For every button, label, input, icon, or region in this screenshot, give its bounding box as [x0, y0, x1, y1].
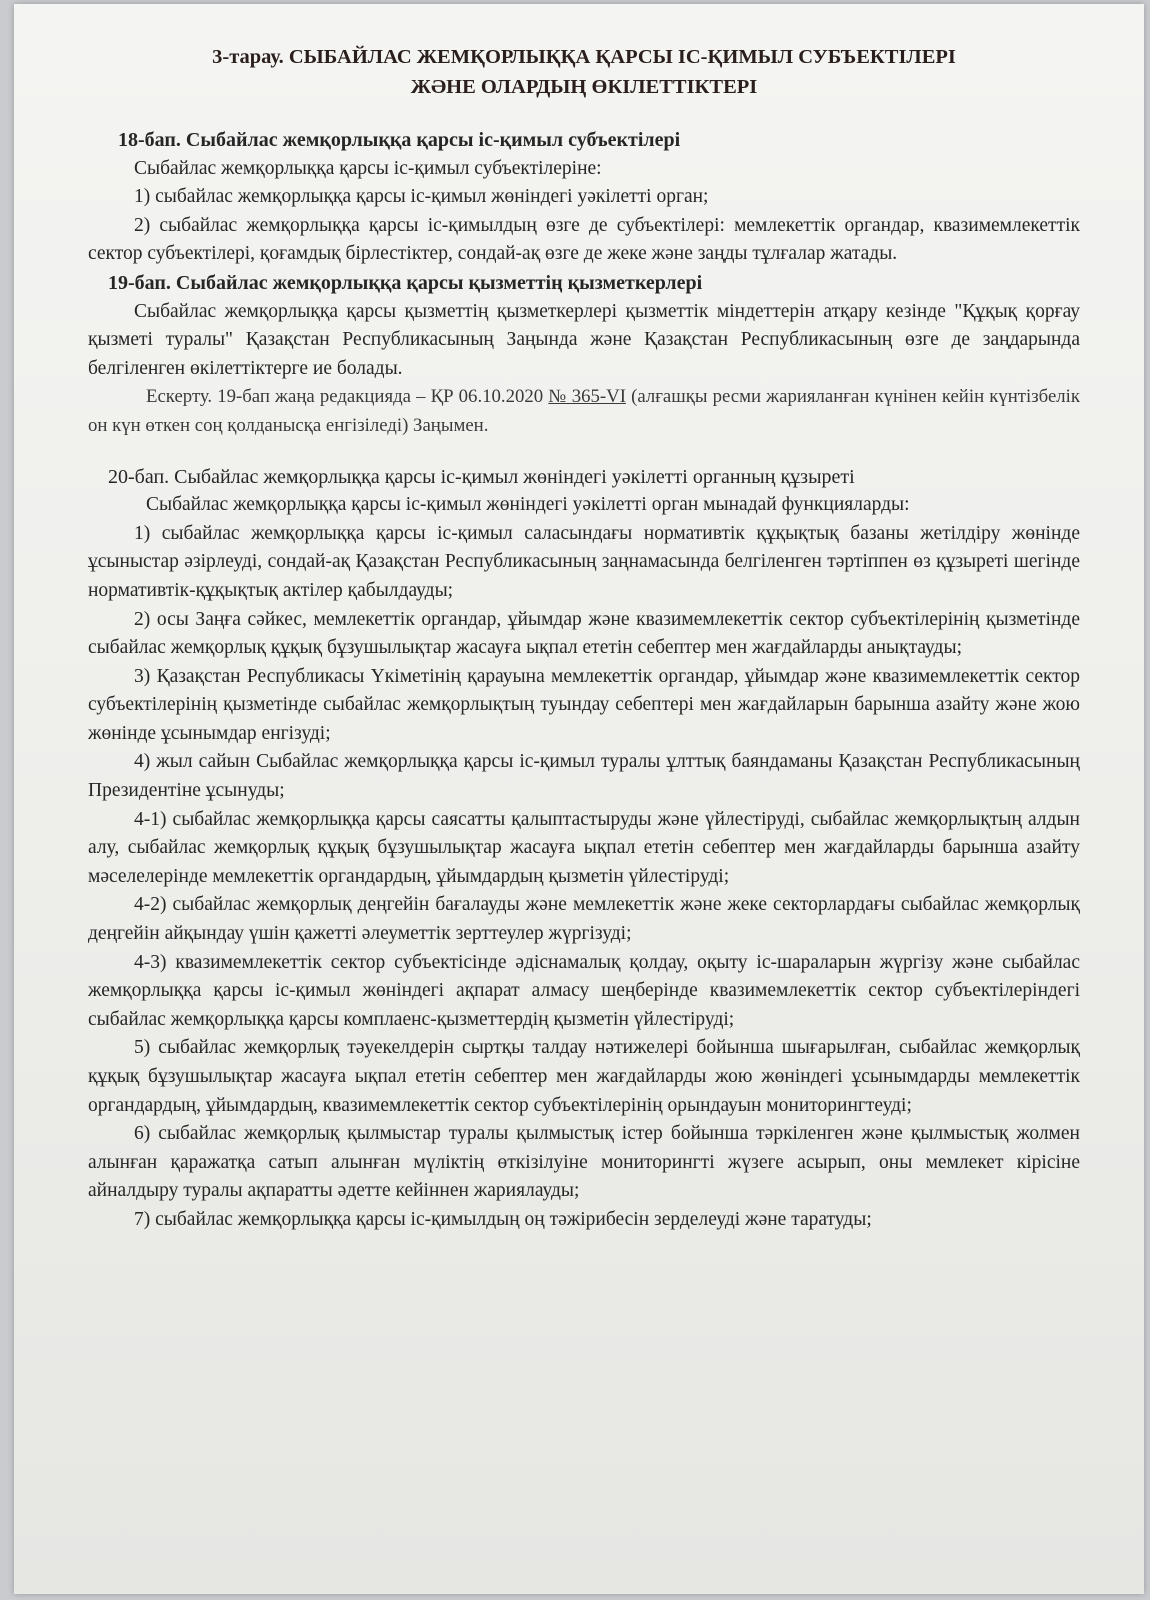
document-page [14, 4, 1144, 1594]
chapter-title [88, 42, 1080, 102]
chapter-title-line-2: ЖӘНЕ ОЛАРДЫҢ ӨКІЛЕТТІКТЕРІ [410, 76, 758, 98]
article-19-note [88, 383, 1080, 440]
note-text-after: (алғашқы ресми жарияланған күнінен кейін күнтізбелік он күн өткен соң қолданысқа енгізіледі) Заңымен. [88, 386, 1081, 436]
article-19-heading: 19-бап. Сыбайлас жемқорлыққа қарсы қызметтің қызметкерлері [108, 271, 703, 294]
article-20-intro: Сыбайлас жемқорлыққа қарсы іс-қимыл жөніндегі уәкілетті орган мынадай функцияларды: [146, 494, 910, 516]
document-content [88, 36, 1080, 1235]
article-18-item-1: 1) сыбайлас жемқорлыққа қарсы іс-қимыл жөніндегі уәкілетті орган; [134, 186, 709, 208]
article-20-item-6: 6) сыбайлас жемқорлық қылмыстар туралы қылмыстық істер бойынша тәркіленген және қылмыстық жолмен алынған қаражатқа сатып алынған мүліктің өткізілуіне мониторингті жүзеге асырып, оны мемлекет кірісіне айналдыру туралы ақпаратты әдетте кейіннен жариялауды; [88, 1123, 1080, 1202]
spacer [88, 441, 1080, 463]
article-20-item-3: 3) Қазақстан Республикасы Үкіметінің қарауына мемлекеттік органдар, ұйымдар және квазимемлекеттік сектор субъектілерінің қызметінде сыбайлас жемқорлықтың туындау себептері мен жағдайларын барынша азайту және жою жөнінде ұсынымдар енгізуді; [88, 665, 1080, 744]
article-18-heading: 18-бап. Сыбайлас жемқорлыққа қарсы іс-қимыл субъектілері [118, 129, 681, 151]
article-19-text: Сыбайлас жемқорлыққа қарсы қызметтің қызметкерлері қызметтік міндеттерін атқару кезінде "Құқық қорғау қызметі туралы" Қазақстан Республикасының Заңында және Қазақстан Республикасының өзге де заңдарында белгіленген өкілеттіктерге ие болады. [88, 300, 1080, 379]
article-18-intro: Сыбайлас жемқорлыққа қарсы іс-қимыл субъектілеріне: [134, 157, 602, 179]
article-20-item-7: 7) сыбайлас жемқорлыққа қарсы іс-қимылдың оң тәжірибесін зерделеуді және таратуды; [134, 1208, 872, 1230]
article-20-item-4: 4) жыл сайын Сыбайлас жемқорлыққа қарсы іс-қимыл туралы ұлттық баяндаманы Қазақстан Республикасының Президентіне ұсынуды; [88, 751, 1080, 802]
article-20-item-4-2: 4-2) сыбайлас жемқорлық деңгейін бағалауды және мемлекеттік және жеке секторлардағы сыбайлас жемқорлық деңгейін айқындау үшін қажетті әлеуметтік зерттеулер жүргізуді; [88, 894, 1080, 945]
article-20-item-5: 5) сыбайлас жемқорлық тәуекелдерін сыртқы талдау нәтижелері бойынша шығарылған, сыбайлас жемқорлық құқық бұзушылықтар жасауға ықпал ететін себептер мен жағдайларды жою жөніндегі ұсынымдарды мемлекеттік органдардың, ұйымдардың, квазимемлекеттік сектор субъектілерінің орындауын мониторингтеуді; [88, 1037, 1080, 1116]
article-18-item-2: 2) сыбайлас жемқорлыққа қарсы іс-қимылдың өзге де субъектілері: мемлекеттік органдар, квазимемлекеттік сектор субъектілері, қоғамдық бірлестіктер, сондай-ақ өзге де жеке және заңды тұлғалар жатады. [88, 214, 1080, 265]
article-20-item-2: 2) осы Заңға сәйкес, мемлекеттік органдар, ұйымдар және квазимемлекеттік сектор субъектілерінің қызметінде сыбайлас жемқорлық құқық бұзушылықтар жасауға ықпал ететін себептер мен жағдайларды анықтауды; [88, 608, 1080, 659]
note-text-before: Ескерту. 19-бап жаңа редакцияда – ҚР 06.10.2020 [146, 386, 549, 408]
article-20-item-4-3: 4-3) квазимемлекеттік сектор субъектісінде әдіснамалық қолдау, оқыту іс-шараларын жүргізу және сыбайлас жемқорлыққа қарсы іс-қимыл жөніндегі ақпарат алмасу шеңберінде квазимемлекеттік сектор субъектілеріндегі сыбайлас жемқорлыққа қарсы комплаенс-қызметтердің қызметін үйлестіруді; [88, 951, 1080, 1030]
article-20-item-4-1: 4-1) сыбайлас жемқорлыққа қарсы саясатты қалыптастыруды және үйлестіруді, сыбайлас жемқорлықтың алдын алу, сыбайлас жемқорлық құқық бұзушылықтар жасауға ықпал ететін себептер мен жағдайларды барынша азайту мәселелерінде мемлекеттік органдардың, ұйымдардың қызметін үйлестіруді; [88, 808, 1080, 887]
article-20-item-1: 1) сыбайлас жемқорлыққа қарсы іс-қимыл саласындағы нормативтік құқықтық базаны жетілдіру жөнінде ұсыныстар әзірлеуді, сондай-ақ Қазақстан Республикасының заңнамасында белгіленген тәртіппен өз құзыреті шегінде нормативтік-құқықтық актілер қабылдауды; [88, 522, 1080, 601]
law-link[interactable]: № 365-VI [548, 386, 626, 408]
article-20-heading: 20-бап. Сыбайлас жемқорлыққа қарсы іс-қимыл жөніндегі уәкілетті органның құзыреті [108, 465, 855, 488]
chapter-title-line-1: 3-тарау. СЫБАЙЛАС ЖЕМҚОРЛЫҚҚА ҚАРСЫ ІС-ҚИМЫЛ СУБЪЕКТІЛЕРІ [212, 46, 956, 68]
